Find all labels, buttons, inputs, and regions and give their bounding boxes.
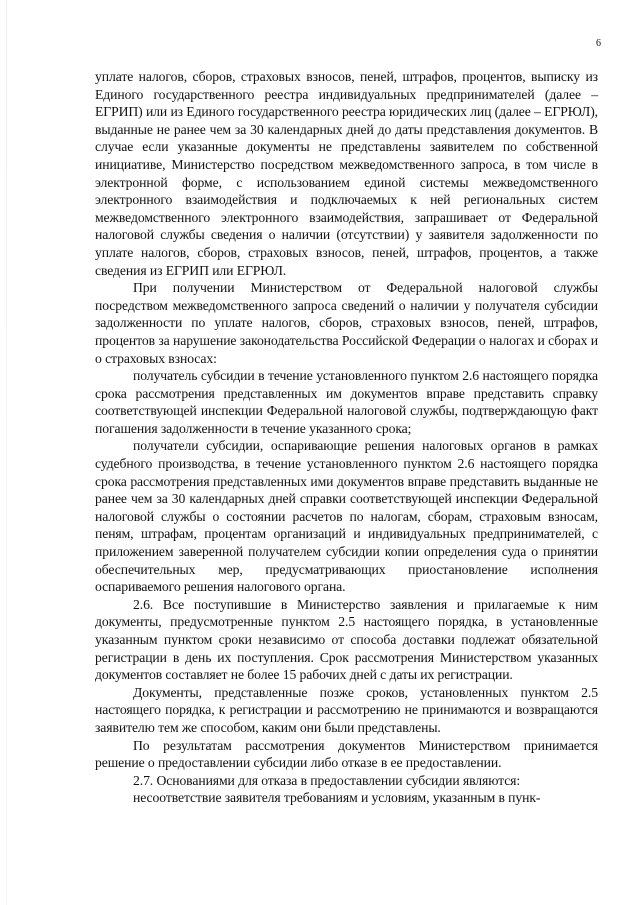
paragraph-documents-requirement: уплате налогов, сборов, страховых взносов, пеней, штрафов, процентов, выписку из Единого государственного реестра индивидуальных предпринимателей (далее – ЕГРИП) или из Единого государственного реестра юридических лиц (далее – ЕГРЮЛ), выданные не ранее чем за 30 календарных дней до даты представления документов. В случае если указанные документы не представлены заявителем по собственной инициативе, Министерство посредством межведомственного запроса, в том числе в электронной форме, с использованием единой системы межведомственного электронного взаимодействия и подключаемых к ней региональных систем межведомственного электронного взаимодействия, запрашивает от Федеральной налоговой службы сведения о наличии (отсутствии) у заявителя задолженности по уплате налогов, сборов, страховых взносов, пеней, штрафов, процентов, а также сведения из ЕГРИП или ЕГРЮЛ. (95, 69, 598, 278)
body-text (95, 68, 598, 807)
page-number: 6 (596, 38, 601, 49)
paragraph-clause-2-7: 2.7. Основаниями для отказа в предоставлении субсидии являются: (133, 772, 521, 788)
paragraph-clause-2-6: 2.6. Все поступившие в Министерство заявления и прилагаемые к ним документы, предусмотренные пунктом 2.5 настоящего порядка, в установленные указанным пунктом сроки независимо от способа доставки подлежат обязательной регистрации в день их поступления. Срок рассмотрения Министерством указанных документов составляет не более 15 рабочих дней с даты их регистрации. (95, 596, 598, 683)
paragraph-recipients-disputing: получатели субсидии, оспаривающие решения налоговых органов в рамках судебного производства, в течение установленного пунктом 2.6 настоящего порядка срока рассмотрения представленных ими документов вправе представить выданные не ранее чем за 30 календарных дней справки соответствующей инспекции Федеральной налоговой службы о состоянии расчетов по налогам, сборам, страховым взносам, пеням, штрафам, процентам организаций и индивидуальных предпринимателей, с приложением заверенной получателем субсидии копии определения суда о принятии обеспечительных мер, предусматривающих приостановление исполнения оспариваемого решения налогового органа. (95, 438, 598, 595)
paragraph-late-documents: Документы, представленные позже сроков, установленных пунктом 2.5 настоящего порядка, к регистрации и рассмотрению не принимаются и возвращаются заявителю тем же способом, каким они были представлены. (95, 684, 598, 735)
scan-edge-shadow (6, 0, 7, 905)
paragraph-noncompliance: несоответствие заявителя требованиям и условиям, указанным в пунк- (133, 790, 541, 806)
paragraph-recipient-certificate: получатель субсидии в течение установленного пунктом 2.6 настоящего порядка срока рассмотрения представленных им документов вправе представить справку соответствующей инспекции Федеральной налоговой службы, подтверждающую факт погашения задолженности в течение указанного срока; (95, 368, 598, 436)
paragraph-interagency-request: При получении Министерством от Федеральной налоговой службы посредством межведомственного запроса сведений о наличии у получателя субсидии задолженности по уплате налогов, сборов, страховых взносов, пеней, штрафов, процентов за нарушение законодательства Российской Федерации о налогах и сборах и о страховых взносах: (95, 280, 598, 366)
paragraph-decision: По результатам рассмотрения документов Министерством принимается решение о предоставлении субсидии либо отказе в ее предоставлении. (95, 737, 598, 771)
